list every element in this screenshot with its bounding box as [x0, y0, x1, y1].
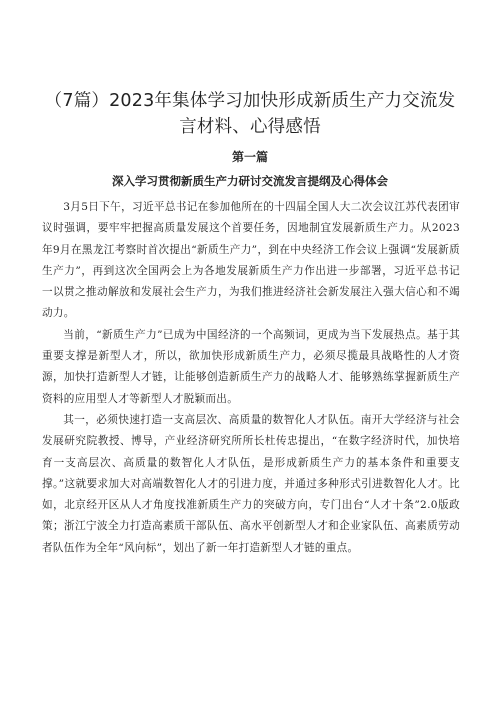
- paragraph-3: 其一，必须快速打造一支高层次、高质量的数智化人才队伍。南开大学经济与社会发展研究院教授、博导，产业经济研究所所长杜传忠提出，“在数字经济时代，加快培育一支高层次、高质量的数智化人才队伍，是形成新质生产力的基本条件和重要支撑。”这就要求加大对高端数智化人才的引进力度，并通过多种形式引进数智化人才。比如，北京经开区从人才角度找准新质生产力的突破方向，专门出台“人才十条”2.0版政策；浙江宁波全力打造高素质干部队伍、高水平创新型人才和企业家队伍、高素质劳动者队伍作为全年“风向标”，划出了新一年打造新型人才链的重点。: [42, 413, 460, 554]
- paragraph-2: 当前，“新质生产力”已成为中国经济的一个高频词，更成为当下发展热点。基于其重要支撑是新型人才，所以，欲加快形成新质生产力，必须尽揽最具战略性的人才资源，加快打造新型人才链，让能够创造新质生产力的战略人才、能够熟练掌握新质生产资料的应用型人才等新型人才脱颖而出。: [42, 328, 460, 405]
- section-subtitle: 深入学习贯彻新质生产力研讨交流发言提纲及心得体会: [112, 174, 388, 188]
- section-heading: 第一篇: [231, 150, 268, 164]
- document-body: [42, 197, 460, 559]
- document-title: （7篇）2023年集体学习加快形成新质生产力交流发言材料、心得感悟: [44, 91, 456, 137]
- paragraph-1: 3月5日下午，习近平总书记在参加他所在的十四届全国人大二次会议江苏代表团审议时强调，要牢牢把握高质量发展这个首要任务，因地制宜发展新质生产力。从2023年9月在黑龙江考察时首次提出“新质生产力”，到在中央经济工作会议上强调“发展新质生产力”，再到这次全国两会上为各地发展新质生产力作出进一步部署，习近平总书记一以贯之推动解放和发展社会生产力，为我们推进经济社会新发展注入强大信心和不竭动力。: [42, 201, 460, 320]
